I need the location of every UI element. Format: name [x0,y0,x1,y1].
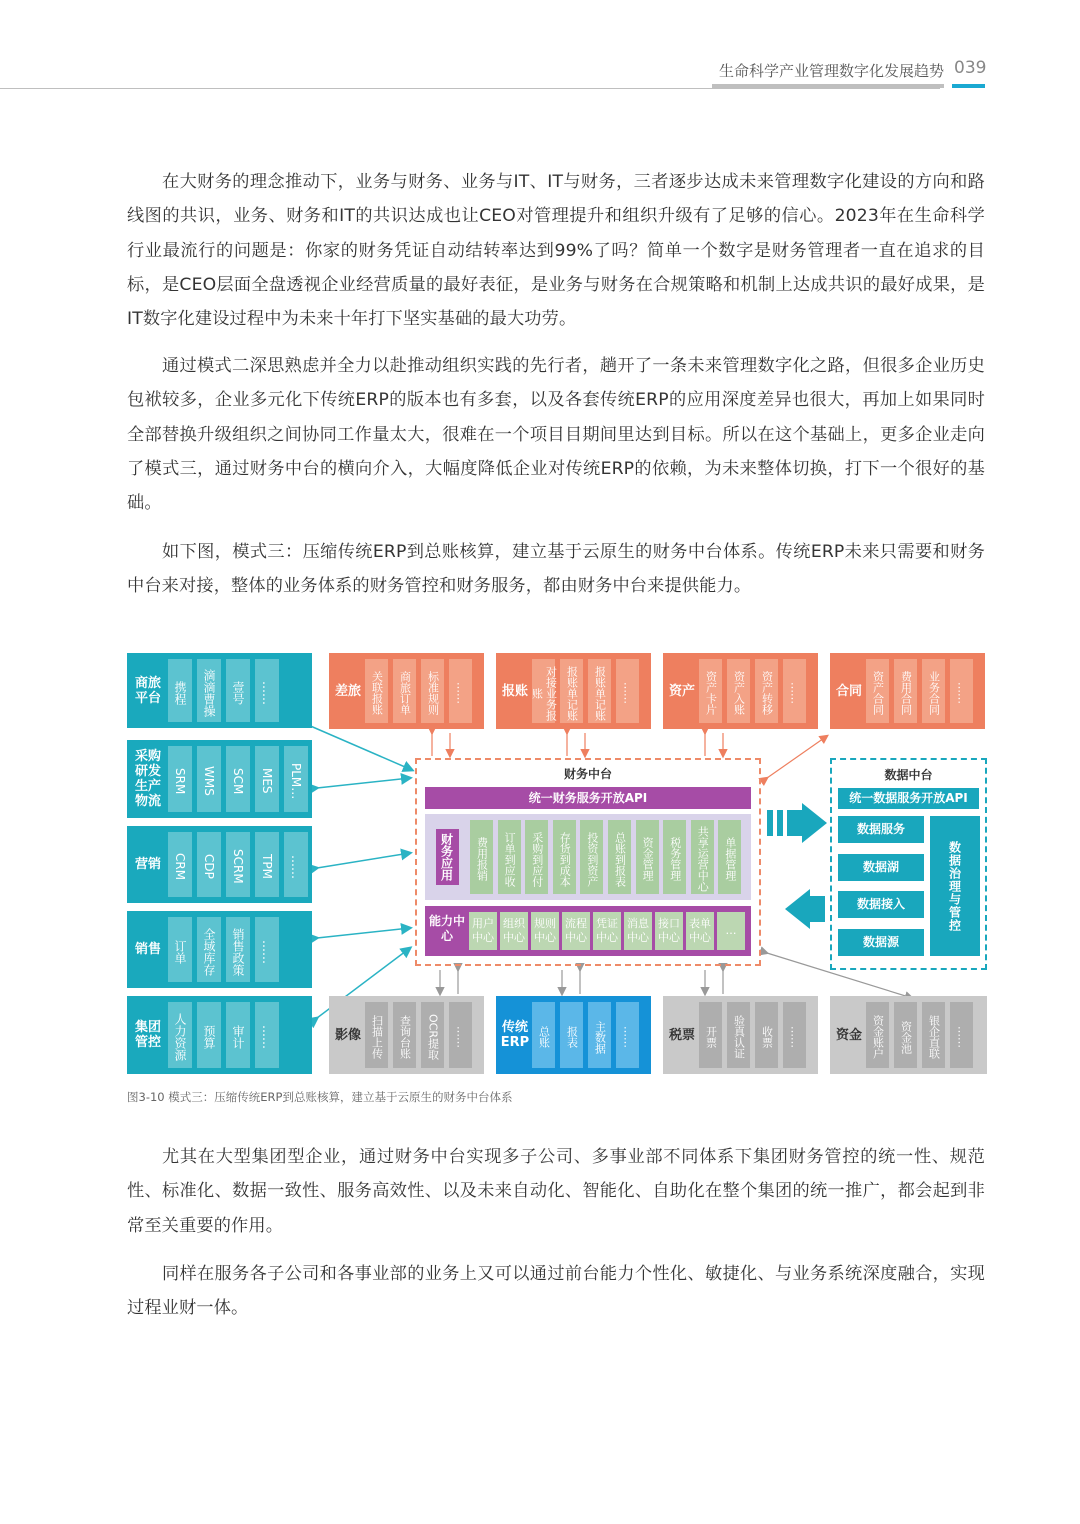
ability-item: 凭证中心 [593,912,621,950]
top-item: 资产转移 [755,659,778,723]
top-item: 业务合同 [922,659,945,723]
top-group-label: 资产 [668,683,695,699]
ability-item: 用户中心 [469,912,497,950]
top-group-label: 合同 [835,683,862,699]
ability-item: 规则中心 [531,912,559,950]
ability-item: 接口中心 [655,912,683,950]
paragraph-5: 同样在服务各子公司和各事业部的业务上又可以通过前台能力个性化、敏捷化、与业务系统深度融合，实现过程业财一体。 [127,1264,985,1319]
left-item: 预算 [197,1002,221,1068]
figure-caption: 图3-10 模式三：压缩传统ERP到总账核算，建立基于云原生的财务中台体系 [127,1090,513,1104]
left-item: 携程 [168,659,192,722]
finance-app: 投资到资产 [580,820,603,894]
bottom-item: 查询台账 [393,1002,416,1068]
ability-item: … [717,912,745,950]
paragraph-3: 如下图，模式三：压缩传统ERP到总账核算，建立基于云原生的财务中台体系。传统ERP未来只需要和财务中台来对接，整体的业务体系的财务管控和财务服务，都由财务中台来提供能力。 [127,542,985,597]
bottom-group-label: 传统ERP [500,1020,530,1050]
top-item: 资产卡片 [699,659,722,723]
left-group-label: 采购研发生产物流 [134,749,161,809]
left-group-label: 营销 [134,857,161,872]
paragraph-2: 通过模式二深思熟虑并全力以赴推动组织实践的先行者，趟开了一条未来管理数字化之路，但很多企业历史包袱较多，企业多元化下传统ERP的版本也有多套，以及各套传统ERP的应用深度差异也很大，再加上如果同时全部替换升级组织之间协同工作量太大，很难在一个项目目期间里达到目标。所以在这个基础上，更多企业走向了模式三，通过财务中台的横向介入，大幅度降低企业对传统ERP的依赖，为未来整体切换，打下一个很好的基础。 [127,356,985,514]
bottom-item: OCR提取 [421,1002,444,1068]
left-item: …… [255,917,279,982]
page-number: 039 [954,58,987,78]
bottom-item: …… [449,1002,472,1068]
bottom-item: 资金账户 [866,1002,889,1068]
top-item: …… [616,659,639,723]
header-bar-gray [712,84,944,88]
left-item: …… [255,659,279,722]
left-item: SCRM [226,832,250,897]
ability-label: 能力中心 [428,914,465,943]
left-item: CRM [168,832,192,897]
finance-app: 单据管理 [718,820,741,894]
bottom-item: 资金池 [894,1002,917,1068]
top-item: 标准规则 [421,659,444,723]
top-item: 对接业务报账 [532,659,555,723]
left-item: 壹号 [226,659,250,722]
ability-item: 表单中心 [686,912,714,950]
left-item: 订单 [168,917,192,982]
left-group-label: 销售 [134,942,161,957]
left-item: SRM [168,746,192,812]
data-item: 数据源 [838,929,924,956]
top-item: 资产入账 [727,659,750,723]
finance-apps-label: 财务应用 [429,814,465,900]
left-item: SCM [226,746,250,812]
left-item: TPM [255,832,279,897]
architecture-diagram [127,648,987,1076]
header-rule [0,88,940,89]
bottom-item: 收票 [755,1002,778,1068]
bottom-item: …… [616,1002,639,1068]
left-item: 全域库存 [197,917,221,982]
bottom-item: 主数据 [588,1002,611,1068]
bottom-group-label: 税票 [668,1027,695,1043]
bottom-item: 报表 [560,1002,583,1068]
bottom-group-label: 影像 [334,1027,361,1043]
left-item: 审计 [226,1002,250,1068]
finance-app: 费用报销 [470,820,493,894]
top-item: …… [783,659,806,723]
finance-platform-title: 财务中台 [563,767,612,781]
left-item: CDP [197,832,221,897]
top-item: …… [950,659,973,723]
top-item: 资产合同 [866,659,889,723]
finance-app: 共享运营中心 [691,820,714,894]
left-item: 销售政策 [226,917,250,982]
top-item: 关联报账 [365,659,388,723]
finance-app: 采购到应付 [525,820,548,894]
left-item: …… [255,1002,279,1068]
left-item: WMS [197,746,221,812]
ability-item: 消息中心 [624,912,652,950]
data-api-bar: 统一数据服务开放API [838,788,979,809]
finance-api-bar: 统一财务服务开放API [425,787,751,809]
left-item: …… [284,832,308,897]
data-item: 数据湖 [838,854,924,881]
finance-app: 税务管理 [663,820,686,894]
bottom-item: 验真认证 [727,1002,750,1068]
left-item: MES [255,746,279,812]
finance-app: 总账到报表 [608,820,631,894]
left-group-label: 商旅平台 [134,675,161,706]
data-item: 数据服务 [838,816,924,843]
paragraph-4: 尤其在大型集团型企业，通过财务中台实现多子公司、多事业部不同体系下集团财务管控的统一性、规范性、标准化、数据一致性、服务高效性、以及未来自动化、智能化、自助化在整个集团的统一推广，都会起到非常至关重要的作用。 [127,1147,985,1236]
data-governance: 数据治理与管控 [930,816,980,956]
data-item: 数据接入 [838,891,924,918]
top-item: 费用合同 [894,659,917,723]
left-item: 滴滴曹操 [197,659,221,722]
data-platform-title: 数据中台 [884,768,933,782]
bottom-group-label: 资金 [835,1027,862,1043]
paragraph-1: 在大财务的理念推动下，业务与财务、业务与IT、IT与财务，三者逐步达成未来管理数字化建设的方向和路线图的共识，业务、财务和IT的共识达成也让CEO对管理提升和组织升级有了足够的信心。2023年在生命科学行业最流行的问题是：你家的财务凭证自动结转率达到99%了吗？简单一个数字是财务管理者一直在追求的目标，是CEO层面全盘透视企业经营质量的最好表征，是业务与财务在合规策略和机制上达成共识的最好成果，是IT数字化建设过程中为未来十年打下坚实基础的最大功劳。 [127,172,985,330]
top-item: 商旅订单 [393,659,416,723]
ability-item: 组织中心 [500,912,528,950]
ability-item: 流程中心 [562,912,590,950]
header-bar-accent [952,84,985,88]
finance-app: 订单到应收 [498,820,521,894]
bottom-item: 总账 [532,1002,555,1068]
bottom-item: …… [783,1002,806,1068]
bottom-item: 开票 [699,1002,722,1068]
left-item: 人力资源 [168,1002,192,1068]
top-item: …… [449,659,472,723]
bottom-item: …… [950,1002,973,1068]
finance-app: 资金管理 [636,820,659,894]
left-group-label: 集团管控 [134,1020,161,1050]
bottom-item: 银企直联 [922,1002,945,1068]
top-group-label: 差旅 [334,683,361,699]
top-group-label: 报账 [501,683,528,699]
bottom-item: 扫描上传 [365,1002,388,1068]
finance-app: 存货到成本 [553,820,576,894]
running-header-title: 生命科学产业管理数字化发展趋势 [718,62,944,80]
top-item: 报账单记账 [560,659,583,723]
top-item: 报账单记账 [588,659,611,723]
left-item: PLM… [284,746,308,812]
